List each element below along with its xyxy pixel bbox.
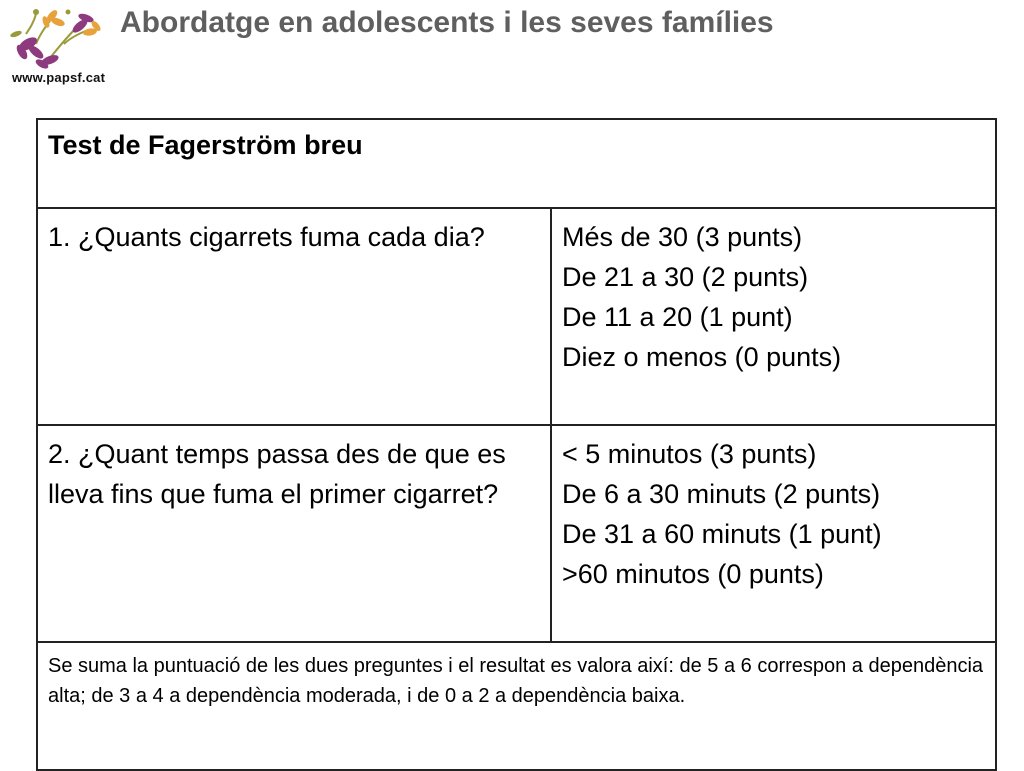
answer-option: Diez o menos (0 punts) bbox=[562, 342, 842, 372]
answers-cell bbox=[551, 208, 996, 425]
answer-option: < 5 minutos (3 punts) bbox=[562, 439, 817, 469]
scoring-note: Se suma la puntuació de les dues preguntes i el resultat es valora així: de 5 a 6 correspon a dependència alta; de 3 a 4 a dependència moderada, i de 0 a 2 a dependència baixa. bbox=[37, 642, 996, 770]
table-row bbox=[37, 425, 996, 642]
table-row bbox=[37, 208, 996, 425]
answer-option: Més de 30 (3 punts) bbox=[562, 222, 803, 252]
table-heading-row bbox=[37, 119, 996, 208]
table-heading: Test de Fagerström breu bbox=[37, 119, 996, 208]
answers-cell bbox=[551, 425, 996, 642]
fagerstrom-table bbox=[36, 118, 997, 771]
answer-option: De 21 a 30 (2 punts) bbox=[562, 262, 809, 292]
question-cell: 1. ¿Quants cigarrets fuma cada dia? bbox=[37, 208, 551, 425]
answer-option: >60 minutos (0 punts) bbox=[562, 559, 824, 589]
question-cell: 2. ¿Quant temps passa des de que es lleva fins que fuma el primer cigarret? bbox=[37, 425, 551, 642]
flowers-logo-icon bbox=[6, 4, 106, 70]
papsf-logo bbox=[6, 4, 116, 90]
page-title: Abordatge en adolescents i les seves famílies bbox=[120, 6, 774, 39]
logo-url: www.papsf.cat bbox=[12, 70, 106, 85]
answer-option: De 6 a 30 minuts (2 punts) bbox=[562, 479, 881, 509]
table-footer-row bbox=[37, 642, 996, 770]
answer-option: De 11 a 20 (1 punt) bbox=[562, 302, 793, 332]
answer-option: De 31 a 60 minuts (1 punt) bbox=[562, 519, 882, 549]
